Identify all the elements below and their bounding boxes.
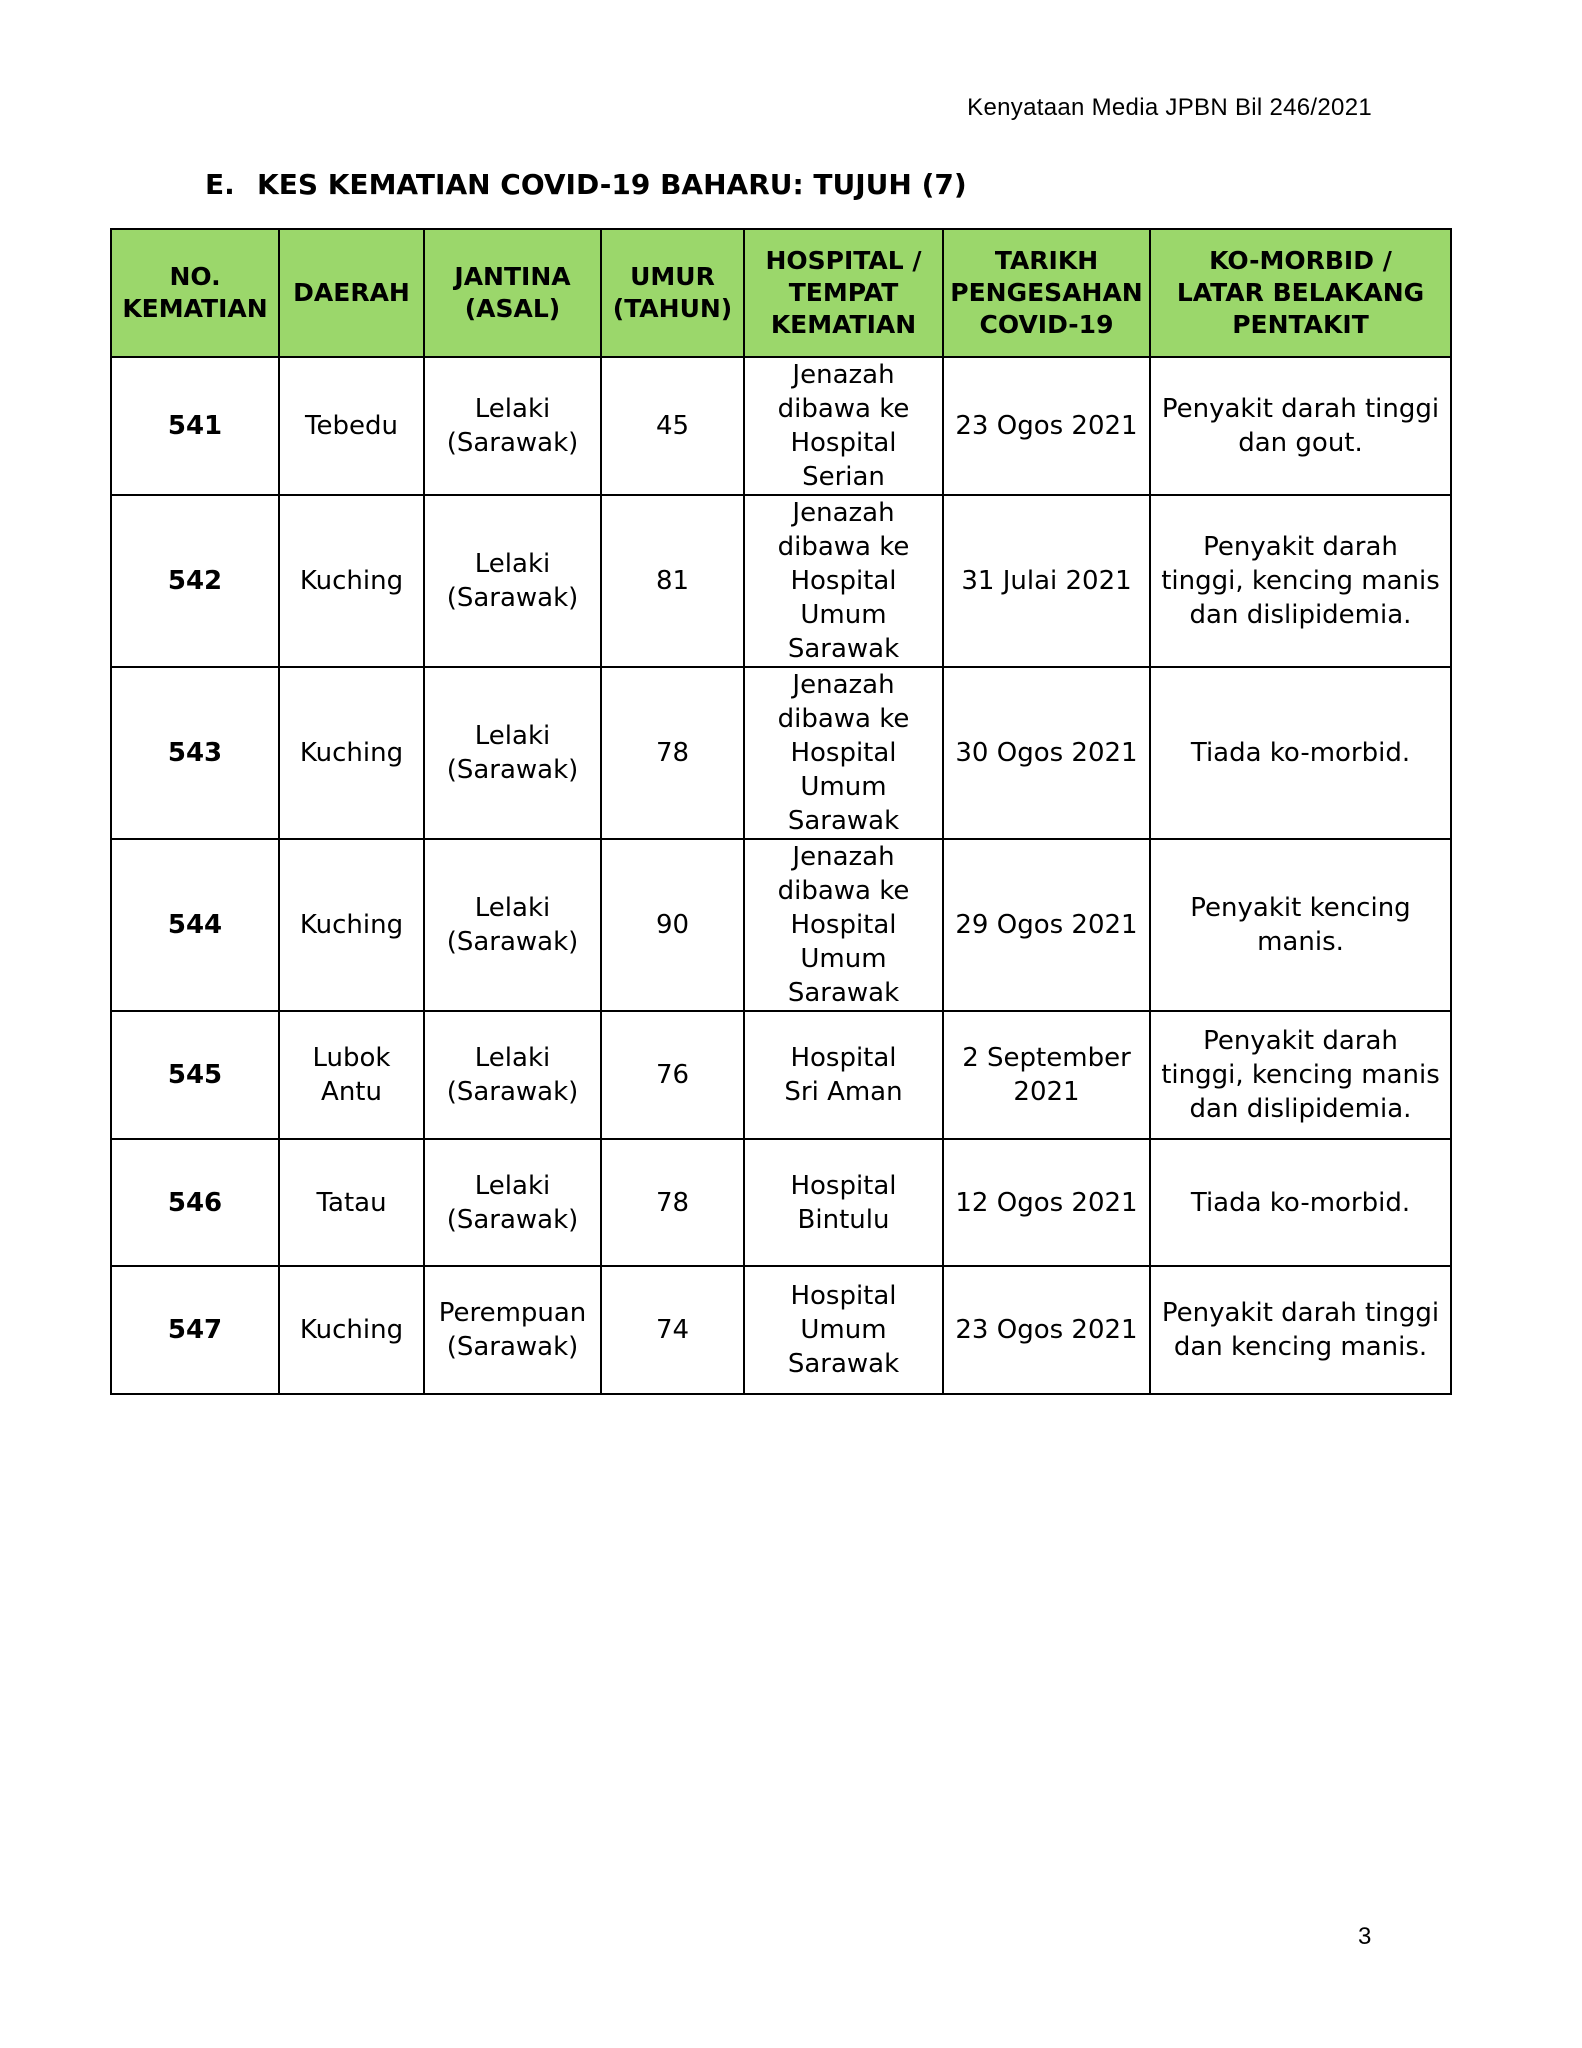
cell-no: 541: [111, 357, 279, 495]
table-row: [111, 357, 1451, 495]
section-letter: E.: [205, 168, 235, 201]
cell-jantina: Lelaki (Sarawak): [424, 667, 601, 839]
page-number: 3: [1358, 1923, 1372, 1950]
cell-daerah: Lubok Antu: [279, 1011, 424, 1139]
cell-daerah: Kuching: [279, 1266, 424, 1394]
cell-no: 546: [111, 1139, 279, 1266]
cell-jantina: Lelaki (Sarawak): [424, 1011, 601, 1139]
table-row: [111, 1139, 1451, 1266]
table-row: [111, 667, 1451, 839]
cell-komorbid: Penyakit kencing manis.: [1150, 839, 1451, 1011]
section-title: [205, 168, 967, 201]
section-title-text: KES KEMATIAN COVID-19 BAHARU: TUJUH (7): [257, 168, 967, 201]
cell-umur: 45: [601, 357, 744, 495]
table-row: [111, 1011, 1451, 1139]
cell-komorbid: Penyakit darah tinggi, kencing manis dan dislipidemia.: [1150, 1011, 1451, 1139]
cell-hospital: Jenazah dibawa ke Hospital Umum Sarawak: [744, 667, 943, 839]
cell-komorbid: Tiada ko-morbid.: [1150, 667, 1451, 839]
cell-hospital: Jenazah dibawa ke Hospital Umum Sarawak: [744, 495, 943, 667]
column-header-tarikh: TARIKH PENGESAHAN COVID-19: [943, 229, 1150, 357]
cell-tarikh: 2 September 2021: [943, 1011, 1150, 1139]
cell-jantina: Lelaki (Sarawak): [424, 1139, 601, 1266]
cell-daerah: Kuching: [279, 495, 424, 667]
cell-tarikh: 31 Julai 2021: [943, 495, 1150, 667]
cell-hospital: Jenazah dibawa ke Hospital Umum Sarawak: [744, 839, 943, 1011]
cell-komorbid: Penyakit darah tinggi, kencing manis dan dislipidemia.: [1150, 495, 1451, 667]
cell-umur: 81: [601, 495, 744, 667]
cell-hospital: Hospital Bintulu: [744, 1139, 943, 1266]
cell-hospital: Jenazah dibawa ke Hospital Serian: [744, 357, 943, 495]
cell-hospital: Hospital Sri Aman: [744, 1011, 943, 1139]
cell-umur: 76: [601, 1011, 744, 1139]
column-header-no-kematian: NO. KEMATIAN: [111, 229, 279, 357]
cell-tarikh: 30 Ogos 2021: [943, 667, 1150, 839]
cell-daerah: Kuching: [279, 839, 424, 1011]
cell-no: 547: [111, 1266, 279, 1394]
cell-umur: 78: [601, 1139, 744, 1266]
cell-tarikh: 12 Ogos 2021: [943, 1139, 1150, 1266]
cell-no: 545: [111, 1011, 279, 1139]
cell-jantina: Lelaki (Sarawak): [424, 495, 601, 667]
deaths-table: [110, 228, 1452, 1395]
cell-umur: 78: [601, 667, 744, 839]
cell-komorbid: Penyakit darah tinggi dan gout.: [1150, 357, 1451, 495]
column-header-daerah: DAERAH: [279, 229, 424, 357]
column-header-jantina: JANTINA (ASAL): [424, 229, 601, 357]
column-header-umur: UMUR (TAHUN): [601, 229, 744, 357]
table-row: [111, 495, 1451, 667]
column-header-hospital: HOSPITAL / TEMPAT KEMATIAN: [744, 229, 943, 357]
cell-daerah: Tatau: [279, 1139, 424, 1266]
cell-jantina: Perempuan (Sarawak): [424, 1266, 601, 1394]
cell-no: 544: [111, 839, 279, 1011]
cell-hospital: Hospital Umum Sarawak: [744, 1266, 943, 1394]
cell-komorbid: Tiada ko-morbid.: [1150, 1139, 1451, 1266]
cell-daerah: Tebedu: [279, 357, 424, 495]
cell-tarikh: 23 Ogos 2021: [943, 1266, 1150, 1394]
table-row: [111, 1266, 1451, 1394]
cell-tarikh: 23 Ogos 2021: [943, 357, 1150, 495]
cell-daerah: Kuching: [279, 667, 424, 839]
cell-umur: 74: [601, 1266, 744, 1394]
cell-umur: 90: [601, 839, 744, 1011]
column-header-komorbid: KO-MORBID / LATAR BELAKANG PENTAKIT: [1150, 229, 1451, 357]
cell-komorbid: Penyakit darah tinggi dan kencing manis.: [1150, 1266, 1451, 1394]
cell-no: 543: [111, 667, 279, 839]
document-reference: Kenyataan Media JPBN Bil 246/2021: [967, 94, 1372, 121]
cell-jantina: Lelaki (Sarawak): [424, 357, 601, 495]
cell-no: 542: [111, 495, 279, 667]
table-header-row: [111, 229, 1451, 357]
cell-jantina: Lelaki (Sarawak): [424, 839, 601, 1011]
cell-tarikh: 29 Ogos 2021: [943, 839, 1150, 1011]
table-row: [111, 839, 1451, 1011]
